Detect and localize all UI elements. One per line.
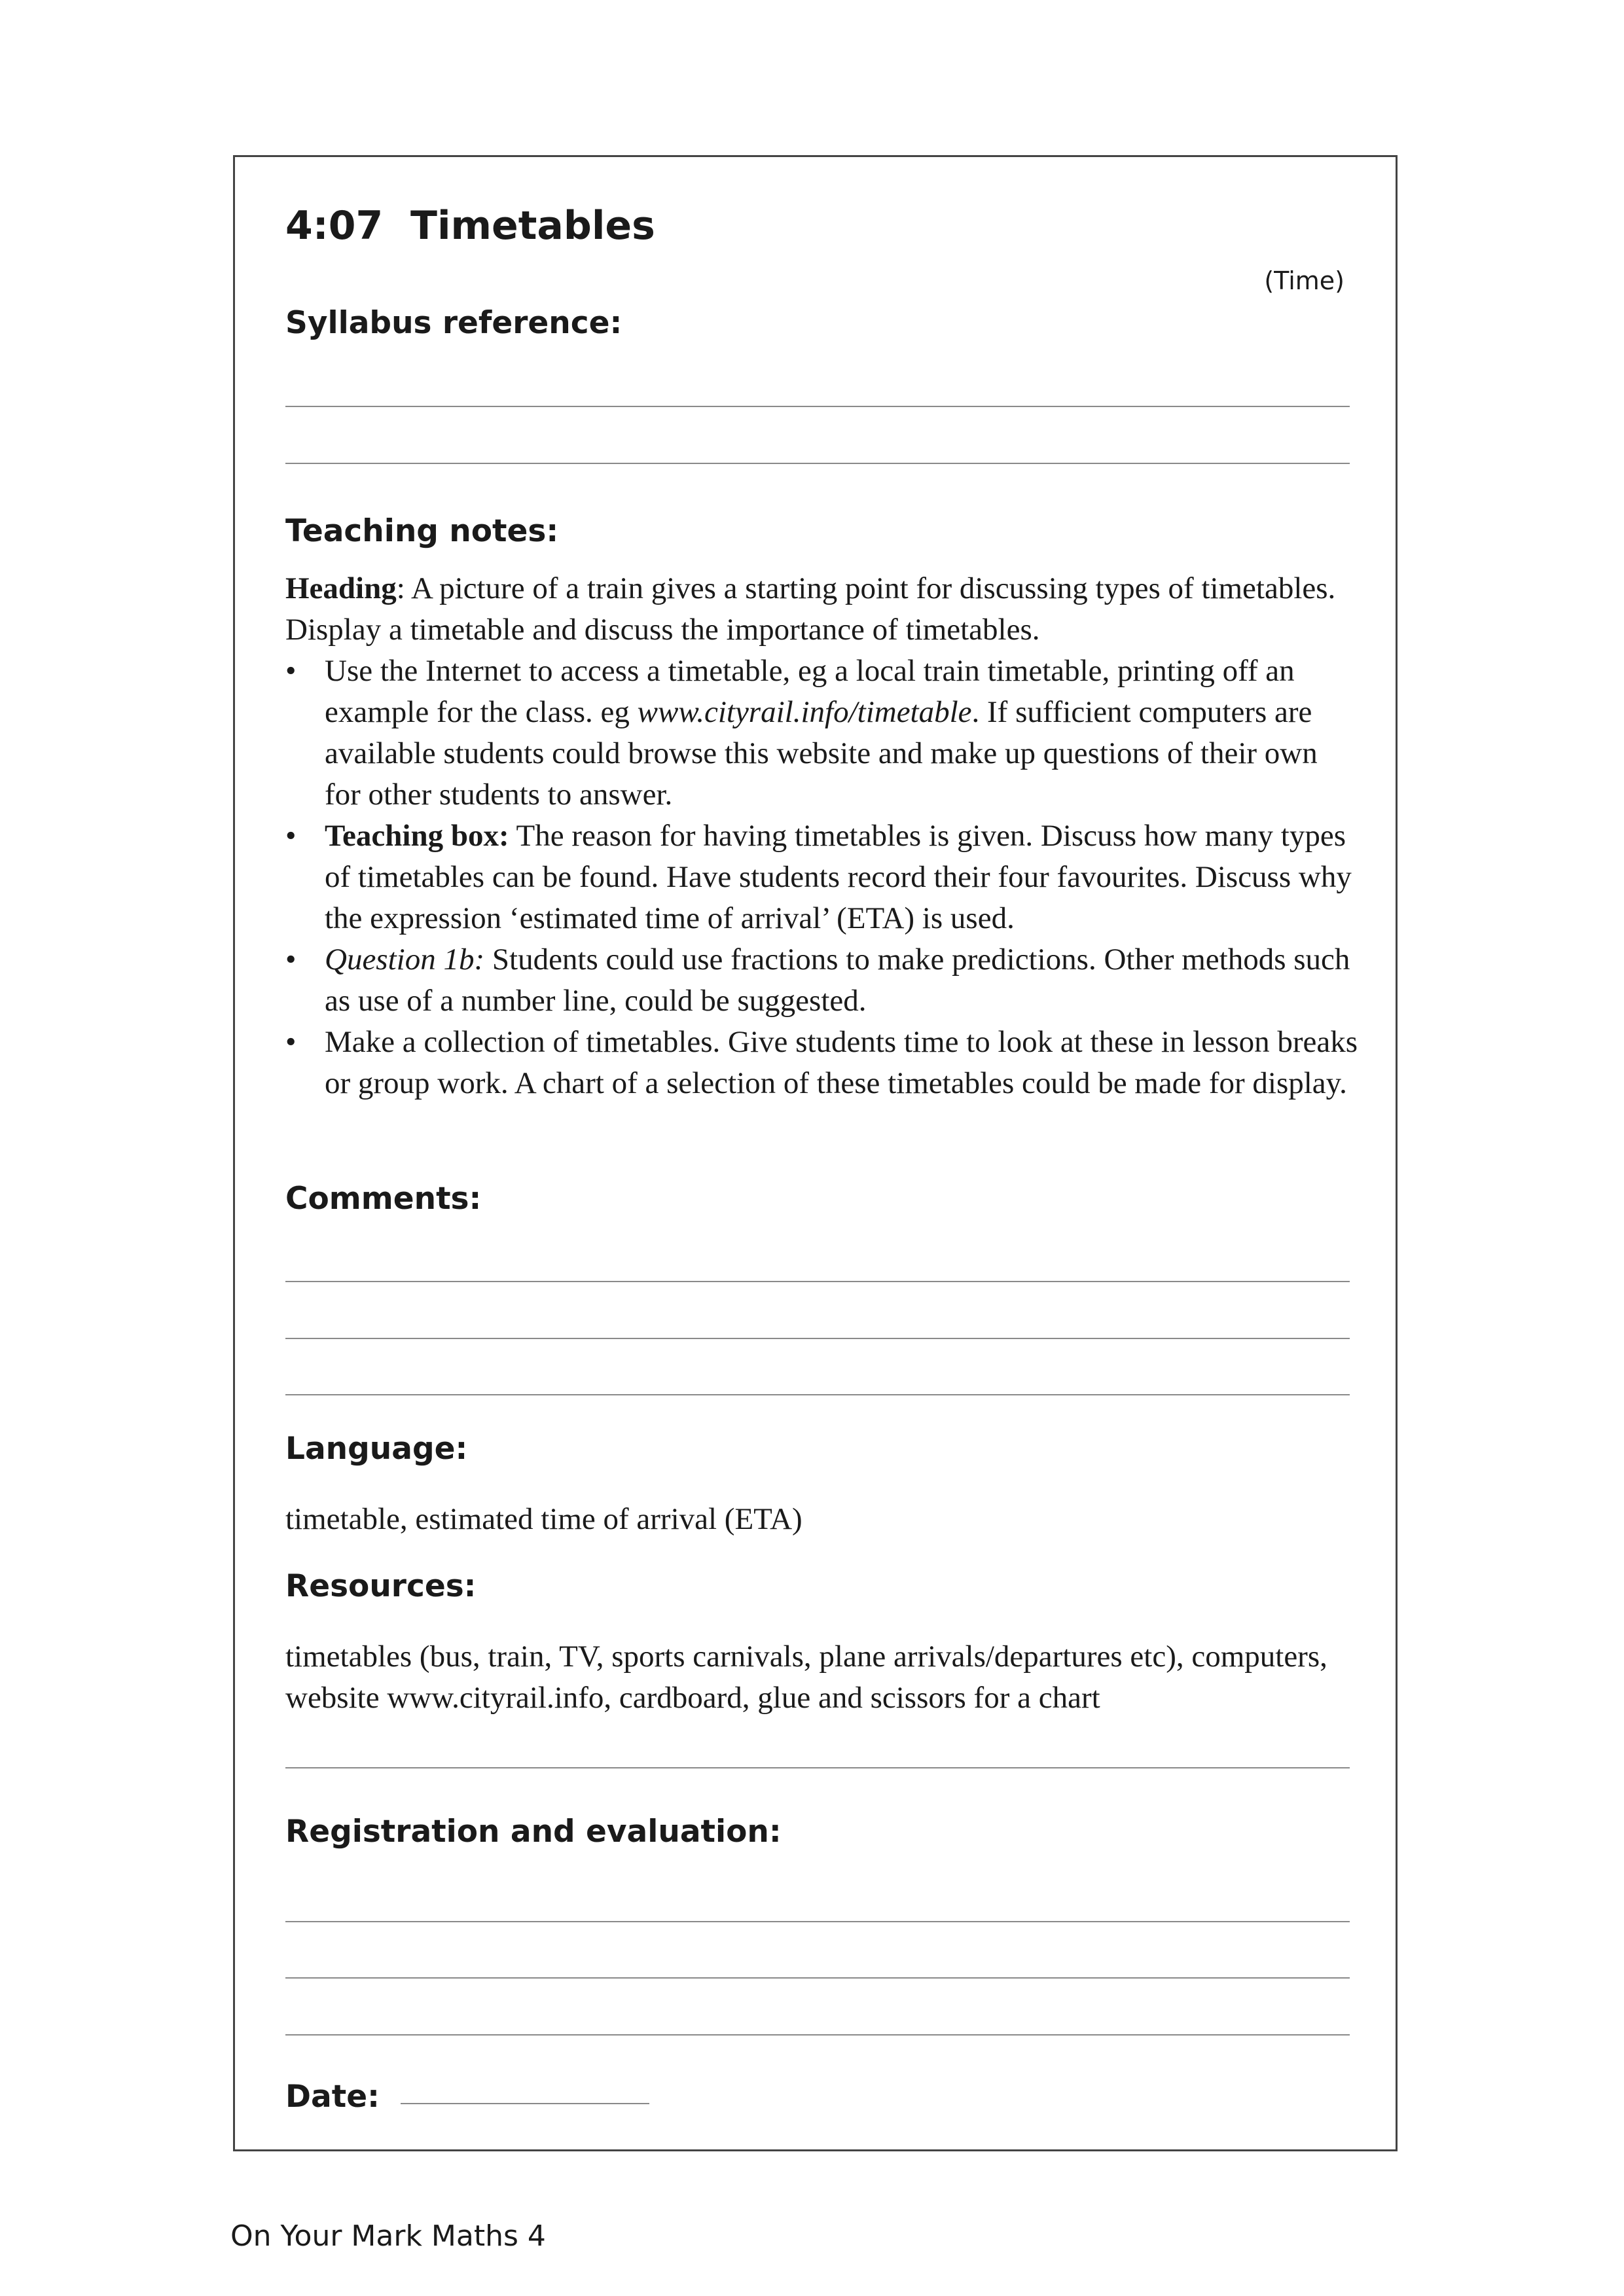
resources-heading: Resources: (285, 1568, 477, 1604)
syllabus-line-2[interactable] (285, 463, 1350, 464)
registration-line-1[interactable] (285, 1921, 1350, 1922)
bullet2-text: The reason for having timetables is given. Discuss how many types of timetables can be found. Have students record their four favourites. Discuss why the expression ‘estimated time of arrival’ (ETA) is used. (325, 819, 1352, 935)
syllabus-line-1[interactable] (285, 406, 1350, 407)
teaching-notes-intro (285, 568, 1359, 651)
date-label: Date: (285, 2079, 380, 2115)
bullet3-italic-label: Question 1b: (325, 942, 485, 977)
language-text: timetable, estimated time of arrival (ETA) (285, 1502, 803, 1536)
comments-line-3[interactable] (285, 1394, 1350, 1395)
bullet4-text: Make a collection of timetables. Give students time to look at these in lesson breaks or group work. A chart of a selection of these timetables could be made for display. (325, 1025, 1358, 1100)
resources-line[interactable] (285, 1767, 1350, 1768)
intro-bold-label: Heading (285, 571, 397, 605)
list-item (285, 816, 1359, 939)
list-item (285, 939, 1359, 1022)
registration-line-3[interactable] (285, 2034, 1350, 2036)
page-frame (233, 155, 1398, 2151)
date-line[interactable] (401, 2103, 649, 2104)
bullet3-text: Students could use fractions to make predictions. Other methods such as use of a number line, could be suggested. (325, 942, 1350, 1018)
resources-text: timetables (bus, train, TV, sports carnivals, plane arrivals/departures etc), computers, website www.cityrail.info, cardboard, glue and scissors for a chart (285, 1640, 1327, 1715)
syllabus-reference-heading: Syllabus reference: (285, 305, 623, 341)
comments-line-2[interactable] (285, 1338, 1350, 1339)
page-footer: On Your Mark Maths 4 (230, 2219, 546, 2253)
bullet1-text-a: Use the Internet to access a timetable, eg a local train timetable, printing off an example for the class. eg (325, 654, 1295, 729)
list-item (285, 651, 1359, 816)
registration-evaluation-heading: Registration and evaluation: (285, 1814, 782, 1850)
teaching-notes-body (285, 568, 1359, 1104)
bullet1-text-b: . If sufficient computers are available students could browse this website and make up questions of their own for other students to answer. (325, 695, 1318, 812)
bullet1-url: www.cityrail.info/timetable (637, 695, 972, 729)
comments-heading: Comments: (285, 1181, 482, 1217)
language-heading: Language: (285, 1431, 468, 1467)
intro-text: : A picture of a train gives a starting point for discussing types of timetables. Display a timetable and discuss the importance of timetables. (285, 571, 1336, 647)
time-label: (Time) (1264, 266, 1344, 295)
page-title: 4:07 Timetables (285, 203, 655, 249)
teaching-notes-list (285, 651, 1359, 1104)
bullet2-bold-label: Teaching box: (325, 819, 509, 853)
comments-line-1[interactable] (285, 1281, 1350, 1282)
registration-line-2[interactable] (285, 1977, 1350, 1979)
list-item (285, 1022, 1359, 1104)
teaching-notes-heading: Teaching notes: (285, 513, 559, 549)
